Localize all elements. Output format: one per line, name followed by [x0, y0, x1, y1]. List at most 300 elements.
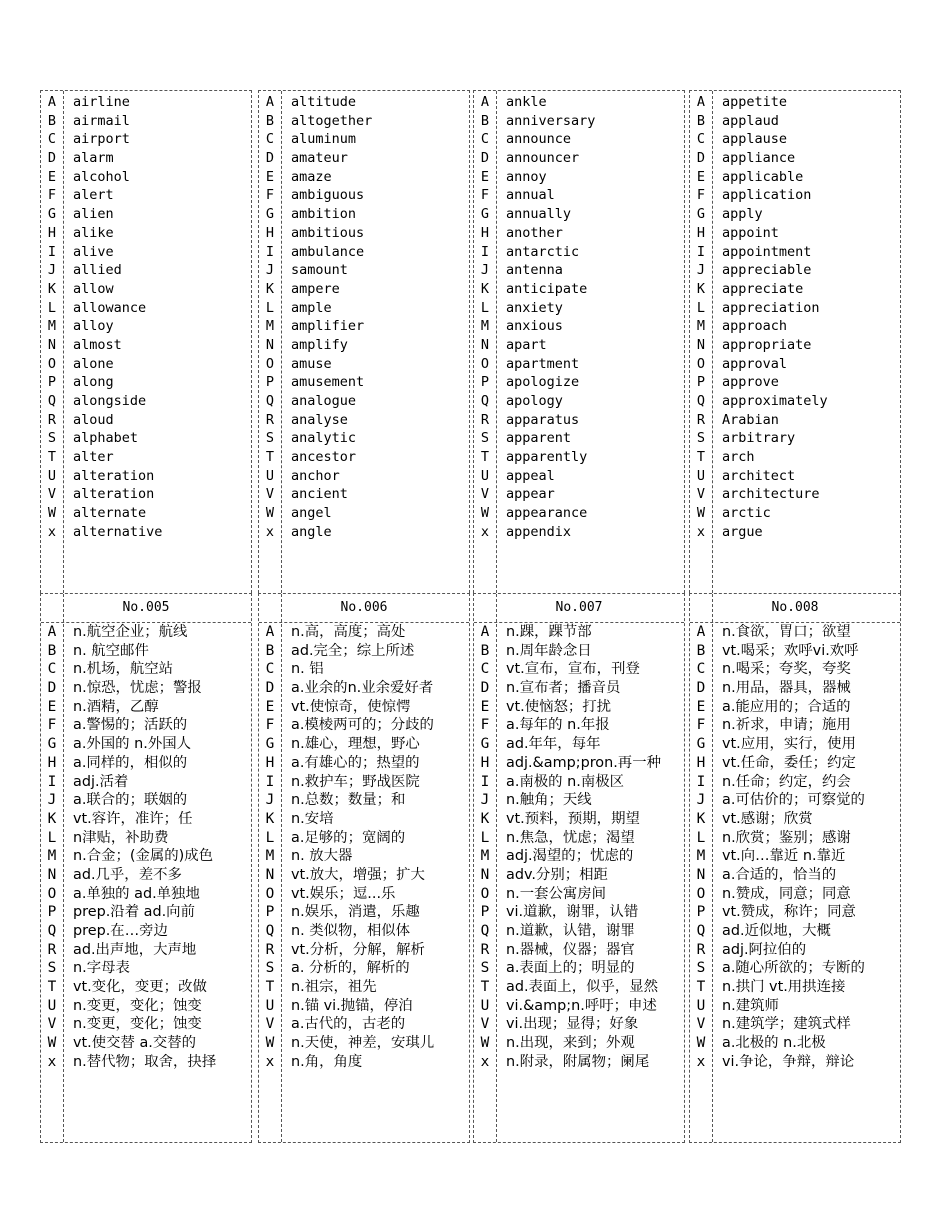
- row-letter: I: [480, 773, 490, 790]
- row-letter: I: [265, 243, 275, 260]
- english-word: applicable: [722, 168, 804, 185]
- row-letter: x: [696, 1053, 706, 1070]
- english-word: alloy: [73, 318, 114, 335]
- row-letter: J: [265, 792, 275, 809]
- english-word: anxiety: [506, 299, 563, 316]
- meaning-row: [41, 810, 251, 829]
- english-word: ancient: [291, 486, 348, 503]
- english-word: argue: [722, 523, 763, 540]
- meaning-row: [41, 866, 251, 885]
- word-list: [41, 93, 251, 542]
- english-word: alphabet: [73, 430, 139, 447]
- word-row: [474, 243, 684, 262]
- chinese-meaning: vt.宣布，宣布，刊登: [506, 661, 640, 678]
- row-letter: I: [265, 773, 275, 790]
- row-letter: E: [47, 168, 57, 185]
- card-number: No.007: [474, 594, 684, 623]
- row-letter: D: [480, 150, 490, 167]
- english-word: apparent: [506, 430, 572, 447]
- word-row: [41, 149, 251, 168]
- meaning-row: [474, 997, 684, 1016]
- english-word: ample: [291, 299, 332, 316]
- row-letter: L: [265, 299, 275, 316]
- meaning-row: [259, 1034, 469, 1053]
- row-letter: D: [265, 680, 275, 697]
- chinese-meaning: prep.沿着 ad.向前: [73, 904, 195, 921]
- word-row: [41, 168, 251, 187]
- row-letter: M: [696, 318, 706, 335]
- word-row: [690, 317, 900, 336]
- english-word: altitude: [291, 94, 357, 110]
- row-letter: P: [696, 374, 706, 391]
- row-letter: T: [696, 449, 706, 466]
- english-word: ambulance: [291, 243, 365, 260]
- english-word: approve: [722, 374, 779, 391]
- english-word: alien: [73, 206, 114, 223]
- row-letter: F: [47, 717, 57, 734]
- row-letter: F: [480, 187, 490, 204]
- row-letter: J: [265, 262, 275, 279]
- chinese-meaning: vt.娱乐；逗...乐: [291, 885, 396, 902]
- word-row: [41, 186, 251, 205]
- word-list: [690, 93, 900, 542]
- meaning-row: [690, 698, 900, 717]
- word-row: [474, 392, 684, 411]
- chinese-meaning: ad.完全；综上所述: [291, 642, 415, 659]
- word-row: [41, 243, 251, 262]
- english-word: approximately: [722, 393, 828, 409]
- chinese-meaning: ad.出声地，大声地: [73, 941, 197, 958]
- meaning-row: [259, 922, 469, 941]
- word-row: [41, 130, 251, 149]
- row-letter: S: [47, 430, 57, 447]
- row-letter: Q: [265, 923, 275, 939]
- row-letter: U: [696, 467, 706, 484]
- english-word: antenna: [506, 262, 563, 279]
- english-word: arctic: [722, 505, 771, 522]
- word-row: [690, 168, 900, 187]
- word-row: [690, 224, 900, 243]
- meaning-row: [474, 903, 684, 922]
- meaning-row: [259, 735, 469, 754]
- chinese-meaning: a.单独的 ad.单独地: [73, 885, 200, 902]
- row-letter: M: [47, 848, 57, 865]
- chinese-meaning: n.触角；天线: [506, 792, 592, 809]
- english-word: amuse: [291, 355, 332, 372]
- row-letter: G: [480, 206, 490, 223]
- word-row: [41, 429, 251, 448]
- row-letter: K: [265, 280, 275, 297]
- meaning-row: [41, 847, 251, 866]
- row-letter: C: [265, 661, 275, 678]
- word-row: [690, 243, 900, 262]
- row-letter: E: [480, 168, 490, 185]
- chinese-meaning: a.可估价的；可察觉的: [722, 792, 865, 809]
- meaning-row: [259, 997, 469, 1016]
- english-word-card-1: [40, 90, 252, 593]
- english-word: anniversary: [506, 112, 596, 129]
- row-letter: W: [47, 505, 57, 522]
- chinese-meaning: n.锚 vi.抛锚，停泊: [291, 997, 413, 1014]
- english-word: appear: [506, 486, 555, 503]
- row-letter: U: [696, 997, 706, 1014]
- word-row: [259, 373, 469, 392]
- word-row: [474, 261, 684, 280]
- word-row: [474, 224, 684, 243]
- word-row: [474, 205, 684, 224]
- english-word: appoint: [722, 224, 779, 241]
- chinese-meaning: a.警惕的；活跃的: [73, 717, 188, 734]
- row-letter: V: [47, 486, 57, 503]
- chinese-meaning: n.惊恐，忧虑；警报: [73, 680, 202, 697]
- english-word: analogue: [291, 393, 357, 409]
- meaning-row: [259, 679, 469, 698]
- chinese-meaning: a.业余的n.业余爱好者: [291, 680, 434, 697]
- row-letter: M: [265, 848, 275, 865]
- row-letter: T: [265, 449, 275, 466]
- word-row: [259, 355, 469, 374]
- meaning-row: [474, 1053, 684, 1072]
- word-row: [259, 299, 469, 318]
- row-letter: S: [696, 960, 706, 977]
- chinese-meaning: n.用品，器具，器械: [722, 680, 851, 697]
- row-letter: B: [480, 642, 490, 659]
- word-list: [259, 93, 469, 542]
- row-letter: N: [480, 336, 490, 353]
- row-letter: B: [47, 642, 57, 659]
- chinese-meaning: n.宣布者；播音员: [506, 680, 621, 697]
- row-letter: Q: [480, 393, 490, 409]
- row-letter: L: [696, 299, 706, 316]
- word-row: [474, 467, 684, 486]
- chinese-meaning: n.任命；约定，约会: [722, 773, 851, 790]
- row-letter: x: [480, 1053, 490, 1070]
- word-row: [259, 224, 469, 243]
- meaning-row: [690, 847, 900, 866]
- word-row: [474, 149, 684, 168]
- row-letter: x: [480, 523, 490, 540]
- row-letter: J: [480, 792, 490, 809]
- row-letter: H: [265, 754, 275, 771]
- chinese-meaning: a.足够的；宽阔的: [291, 829, 406, 846]
- chinese-meaning: n.器械，仪器；器官: [506, 941, 635, 958]
- row-letter: F: [696, 187, 706, 204]
- meaning-row: [259, 1015, 469, 1034]
- chinese-meaning: vt.应用，实行，使用: [722, 736, 856, 753]
- row-letter: W: [696, 1035, 706, 1052]
- english-word: anticipate: [506, 280, 588, 297]
- row-letter: J: [480, 262, 490, 279]
- meaning-row: [474, 754, 684, 773]
- row-letter: O: [480, 885, 490, 902]
- meaning-row: [690, 716, 900, 735]
- meaning-row: [259, 660, 469, 679]
- meaning-row: [690, 660, 900, 679]
- row-letter: E: [696, 168, 706, 185]
- row-letter: x: [47, 1053, 57, 1070]
- word-row: [41, 355, 251, 374]
- row-letter: H: [480, 224, 490, 241]
- row-letter: A: [480, 94, 490, 110]
- chinese-meaning: n.安培: [291, 810, 334, 827]
- word-row: [474, 336, 684, 355]
- row-letter: V: [265, 1016, 275, 1033]
- row-letter: J: [696, 792, 706, 809]
- english-word: ankle: [506, 94, 547, 110]
- chinese-meaning: adv.分别；相距: [506, 866, 608, 883]
- chinese-meaning: n.合金；(金属的)成色: [73, 848, 214, 865]
- english-word: allow: [73, 280, 114, 297]
- row-letter: E: [696, 698, 706, 715]
- word-row: [41, 411, 251, 430]
- row-letter: R: [480, 411, 490, 428]
- meaning-row: [690, 866, 900, 885]
- english-word-card-3: [473, 90, 685, 593]
- english-word: apply: [722, 206, 763, 223]
- row-letter: I: [480, 243, 490, 260]
- row-letter: S: [47, 960, 57, 977]
- english-word: alteration: [73, 486, 155, 503]
- meaning-row: [474, 642, 684, 661]
- english-word: apartment: [506, 355, 580, 372]
- row-letter: E: [265, 698, 275, 715]
- english-word: apparently: [506, 449, 588, 466]
- word-row: [41, 93, 251, 112]
- row-letter: P: [480, 904, 490, 921]
- chinese-meaning: vi.出现；显得；好象: [506, 1016, 639, 1033]
- row-letter: Q: [480, 923, 490, 939]
- meaning-row: [690, 773, 900, 792]
- chinese-meaning: n.道歉，认错，谢罪: [506, 923, 635, 939]
- row-letter: T: [480, 449, 490, 466]
- row-letter: U: [265, 467, 275, 484]
- row-letter: B: [265, 112, 275, 129]
- row-letter: A: [480, 624, 490, 640]
- english-word: appetite: [722, 94, 788, 110]
- row-letter: A: [696, 94, 706, 110]
- word-row: [690, 373, 900, 392]
- meaning-row: [259, 1053, 469, 1072]
- chinese-meaning: n.拱门 vt.用拱连接: [722, 979, 846, 996]
- row-letter: A: [47, 624, 57, 640]
- chinese-meaning: n.喝采；夸奖，夸奖: [722, 661, 851, 678]
- meaning-row: [474, 959, 684, 978]
- row-letter: P: [265, 904, 275, 921]
- english-word: antarctic: [506, 243, 580, 260]
- word-row: [41, 280, 251, 299]
- english-word: alert: [73, 187, 114, 204]
- chinese-meaning: a.表面上的；明显的: [506, 960, 635, 977]
- row-letter: W: [47, 1035, 57, 1052]
- word-row: [474, 485, 684, 504]
- row-letter: D: [47, 680, 57, 697]
- meaning-list: [41, 623, 251, 1072]
- row-letter: R: [265, 941, 275, 958]
- meaning-row: [259, 698, 469, 717]
- row-letter: L: [47, 299, 57, 316]
- meaning-row: [259, 903, 469, 922]
- word-row: [474, 112, 684, 131]
- word-row: [41, 504, 251, 523]
- english-word: appreciable: [722, 262, 812, 279]
- word-row: [41, 261, 251, 280]
- meaning-row: [41, 1053, 251, 1072]
- row-letter: Q: [696, 393, 706, 409]
- meaning-row: [690, 642, 900, 661]
- chinese-meaning: adj.活着: [73, 773, 129, 790]
- english-word: amplifier: [291, 318, 365, 335]
- word-row: [690, 355, 900, 374]
- meaning-row: [690, 922, 900, 941]
- row-letter: W: [265, 1035, 275, 1052]
- row-letter: H: [265, 224, 275, 241]
- english-word: altogether: [291, 112, 373, 129]
- chinese-meaning: n.雄心，理想，野心: [291, 736, 420, 753]
- row-letter: B: [696, 642, 706, 659]
- row-letter: B: [480, 112, 490, 129]
- chinese-meaning: ad.几乎，差不多: [73, 866, 182, 883]
- english-word: applause: [722, 131, 788, 148]
- english-word: architect: [722, 467, 796, 484]
- row-letter: K: [480, 280, 490, 297]
- chinese-meaning: n.酒精，乙醇: [73, 698, 159, 715]
- row-letter: M: [47, 318, 57, 335]
- chinese-meaning: vt.使交替 a.交替的: [73, 1035, 197, 1052]
- row-letter: M: [265, 318, 275, 335]
- chinese-meaning-card-2: [258, 593, 470, 1143]
- meaning-row: [690, 1015, 900, 1034]
- row-letter: J: [47, 792, 57, 809]
- english-word: angel: [291, 505, 332, 522]
- english-word: alcohol: [73, 168, 130, 185]
- word-row: [690, 429, 900, 448]
- english-word: announce: [506, 131, 572, 148]
- row-letter: F: [265, 187, 275, 204]
- meaning-row: [690, 791, 900, 810]
- meaning-row: [690, 1053, 900, 1072]
- english-word: airmail: [73, 112, 130, 129]
- row-letter: N: [696, 866, 706, 883]
- chinese-meaning: a.外国的 n.外国人: [73, 736, 192, 753]
- chinese-meaning: n.出现，来到；外观: [506, 1035, 635, 1052]
- row-letter: I: [696, 773, 706, 790]
- english-word: anchor: [291, 467, 340, 484]
- english-word: appointment: [722, 243, 812, 260]
- chinese-meaning: vt.任命，委任；约定: [722, 754, 856, 771]
- word-row: [474, 448, 684, 467]
- word-row: [259, 317, 469, 336]
- word-row: [41, 373, 251, 392]
- english-word: samount: [291, 262, 348, 279]
- card-number: No.005: [41, 594, 251, 623]
- meaning-row: [41, 829, 251, 848]
- row-letter: G: [696, 206, 706, 223]
- meaning-row: [259, 959, 469, 978]
- row-letter: W: [480, 1035, 490, 1052]
- meaning-row: [690, 903, 900, 922]
- chinese-meaning: n.祈求，申请；施用: [722, 717, 851, 734]
- english-word: annual: [506, 187, 555, 204]
- chinese-meaning: ad.年年，每年: [506, 736, 601, 753]
- word-row: [474, 429, 684, 448]
- chinese-meaning: vt.预料，预期，期望: [506, 810, 640, 827]
- row-letter: J: [47, 262, 57, 279]
- row-letter: C: [47, 131, 57, 148]
- meaning-row: [41, 959, 251, 978]
- meaning-row: [259, 866, 469, 885]
- english-word: alternative: [73, 523, 163, 540]
- word-row: [474, 130, 684, 149]
- word-row: [259, 467, 469, 486]
- chinese-meaning: a.模棱两可的；分歧的: [291, 717, 434, 734]
- row-letter: G: [47, 736, 57, 753]
- meaning-row: [474, 791, 684, 810]
- row-letter: O: [47, 355, 57, 372]
- chinese-meaning: n.赞成，同意；同意: [722, 885, 851, 902]
- row-letter: B: [696, 112, 706, 129]
- row-letter: G: [47, 206, 57, 223]
- english-word-card-4: [689, 90, 901, 593]
- row-letter: R: [480, 941, 490, 958]
- row-letter: L: [47, 829, 57, 846]
- english-word: along: [73, 374, 114, 391]
- word-row: [690, 149, 900, 168]
- meaning-row: [41, 903, 251, 922]
- row-letter: V: [480, 486, 490, 503]
- meaning-row: [41, 735, 251, 754]
- meaning-row: [474, 1034, 684, 1053]
- chinese-meaning: ad.表面上，似乎，显然: [506, 979, 659, 996]
- meaning-list: [690, 623, 900, 1072]
- chinese-meaning: vi.争论，争辩，辩论: [722, 1053, 855, 1070]
- row-letter: Q: [47, 923, 57, 939]
- row-letter: G: [480, 736, 490, 753]
- english-word: arbitrary: [722, 430, 796, 447]
- chinese-meaning: a.同样的，相似的: [73, 754, 188, 771]
- chinese-meaning: ad.近似地，大概: [722, 923, 831, 939]
- english-word: ampere: [291, 280, 340, 297]
- english-word: alteration: [73, 467, 155, 484]
- row-letter: D: [696, 150, 706, 167]
- meaning-row: [474, 922, 684, 941]
- row-letter: P: [696, 904, 706, 921]
- chinese-meaning: vt.喝采；欢呼vi.欢呼: [722, 642, 859, 659]
- meaning-row: [474, 735, 684, 754]
- row-letter: P: [265, 374, 275, 391]
- chinese-meaning: adj.&amp;pron.再一种: [506, 754, 661, 771]
- english-word: anxious: [506, 318, 563, 335]
- chinese-meaning: n.建筑学；建筑式样: [722, 1016, 851, 1033]
- english-word: applaud: [722, 112, 779, 129]
- word-row: [259, 93, 469, 112]
- chinese-meaning: n.角，角度: [291, 1053, 363, 1070]
- meaning-row: [259, 773, 469, 792]
- word-row: [259, 168, 469, 187]
- meaning-row: [41, 716, 251, 735]
- meaning-row: [474, 885, 684, 904]
- meaning-row: [259, 716, 469, 735]
- meaning-row: [690, 959, 900, 978]
- row-letter: D: [480, 680, 490, 697]
- row-letter: A: [265, 94, 275, 110]
- chinese-meaning-card-1: [40, 593, 252, 1143]
- chinese-meaning: a.联合的；联姻的: [73, 792, 188, 809]
- row-letter: Q: [265, 393, 275, 409]
- english-word: alike: [73, 224, 114, 241]
- row-letter: K: [696, 810, 706, 827]
- meaning-row: [41, 791, 251, 810]
- word-row: [41, 205, 251, 224]
